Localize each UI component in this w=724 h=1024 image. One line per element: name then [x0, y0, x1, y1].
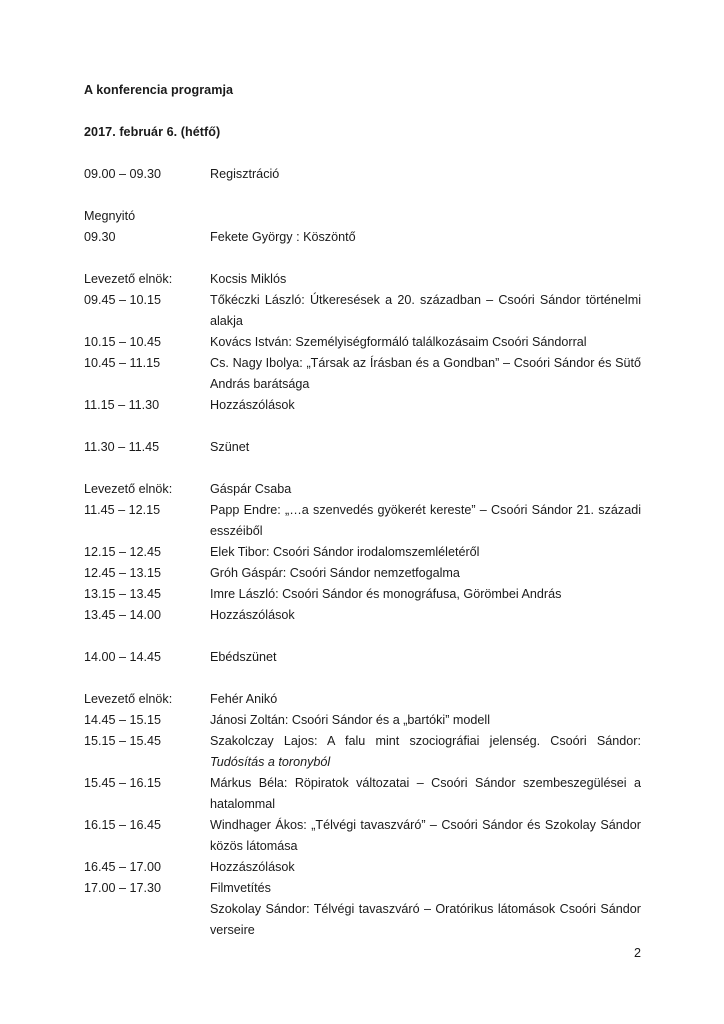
chair-row	[84, 479, 641, 500]
schedule-row	[84, 584, 641, 605]
schedule-row	[84, 647, 641, 668]
schedule-description: Hozzászólások	[210, 608, 295, 622]
schedule-row	[84, 857, 641, 878]
chair-row	[84, 269, 641, 290]
schedule-row	[84, 290, 641, 332]
schedule-row	[84, 605, 641, 626]
schedule-row	[84, 710, 641, 731]
schedule-time: 09.45 – 10.15	[84, 293, 162, 307]
schedule-time: 09.30	[84, 230, 116, 244]
schedule-description-text: Szakolczay Lajos: A falu mint szociográfiai jelenség. Csoóri Sándor:	[210, 734, 641, 748]
schedule-row	[84, 731, 641, 773]
spacer	[84, 416, 641, 437]
schedule-description-work-title: Tudósítás a toronyból	[210, 755, 331, 769]
schedule-time: 10.15 – 10.45	[84, 335, 162, 349]
schedule-time: 10.45 – 11.15	[84, 356, 161, 370]
document-body	[84, 80, 641, 941]
schedule-description: Elek Tibor: Csoóri Sándor irodalomszemléletéről	[210, 545, 480, 559]
schedule-description: Hozzászólások	[210, 860, 295, 874]
chair-name: Fehér Anikó	[210, 692, 278, 706]
schedule-time: 15.45 – 16.15	[84, 776, 162, 790]
section-label-opening: Megnyitó	[84, 209, 136, 223]
schedule-description: Cs. Nagy Ibolya: „Társak az Írásban és a Gondban” – Csoóri Sándor és Sütő András barátsága	[210, 356, 641, 391]
spacer	[84, 185, 641, 206]
schedule-row	[84, 164, 641, 185]
schedule-time: 09.00 – 09.30	[84, 167, 162, 181]
page-title: A konferencia programja	[84, 83, 234, 97]
schedule-row	[84, 815, 641, 857]
chair-name: Kocsis Miklós	[210, 272, 287, 286]
schedule-time: 15.15 – 15.45	[84, 734, 162, 748]
schedule-row	[84, 563, 641, 584]
schedule-row	[84, 395, 641, 416]
schedule-description: Tőkéczki László: Útkeresések a 20. században – Csoóri Sándor történelmi alakja	[210, 293, 641, 328]
schedule-description: Szokolay Sándor: Télvégi tavaszváró – Oratórikus látomások Csoóri Sándor verseire	[210, 902, 641, 937]
schedule-row	[84, 773, 641, 815]
schedule-time: 13.45 – 14.00	[84, 608, 162, 622]
page-number: 2	[633, 946, 641, 960]
chair-name: Gáspár Csaba	[210, 482, 292, 496]
spacer	[84, 458, 641, 479]
schedule-description: Ebédszünet	[210, 650, 277, 664]
schedule-description: Jánosi Zoltán: Csoóri Sándor és a „bartóki” modell	[210, 713, 490, 727]
schedule-row	[84, 878, 641, 899]
spacer	[84, 668, 641, 689]
spacer	[84, 626, 641, 647]
schedule-time: 11.45 – 12.15	[84, 503, 161, 517]
schedule-row	[84, 899, 641, 941]
schedule-time: 12.45 – 13.15	[84, 566, 162, 580]
schedule-description: Szünet	[210, 440, 250, 454]
schedule-row	[84, 227, 641, 248]
schedule-time: 11.30 – 11.45	[84, 440, 160, 454]
schedule-row	[84, 542, 641, 563]
schedule-time: 16.15 – 16.45	[84, 818, 162, 832]
date-heading: 2017. február 6. (hétfő)	[84, 125, 221, 139]
schedule-description: Fekete György : Köszöntő	[210, 230, 356, 244]
schedule-description: Windhager Ákos: „Télvégi tavaszváró” – Csoóri Sándor és Szokolay Sándor közös látomása	[210, 818, 641, 853]
schedule-description: Filmvetítés	[210, 881, 271, 895]
schedule-time: 14.00 – 14.45	[84, 650, 162, 664]
schedule-description: Regisztráció	[210, 167, 280, 181]
spacer	[84, 101, 641, 122]
schedule-description: Papp Endre: „…a szenvedés gyökerét kereste” – Csoóri Sándor 21. századi esszéiből	[210, 503, 641, 538]
chair-label: Levezető elnök:	[84, 482, 173, 496]
chair-label: Levezető elnök:	[84, 692, 173, 706]
schedule-time: 11.15 – 11.30	[84, 398, 160, 412]
schedule-row	[84, 437, 641, 458]
schedule-time: 16.45 – 17.00	[84, 860, 162, 874]
schedule-time: 17.00 – 17.30	[84, 881, 162, 895]
schedule-row	[84, 353, 641, 395]
schedule-time: 14.45 – 15.15	[84, 713, 162, 727]
schedule-description: Gróh Gáspár: Csoóri Sándor nemzetfogalma	[210, 566, 460, 580]
spacer	[84, 248, 641, 269]
chair-row	[84, 689, 641, 710]
schedule-description	[210, 731, 641, 773]
section-label-row	[84, 206, 641, 227]
schedule-description: Kovács István: Személyiségformáló találkozásaim Csoóri Sándorral	[210, 335, 587, 349]
schedule-row	[84, 500, 641, 542]
schedule-description: Hozzászólások	[210, 398, 295, 412]
schedule-description: Imre László: Csoóri Sándor és monográfusa, Görömbei András	[210, 587, 562, 601]
schedule-time: 12.15 – 12.45	[84, 545, 162, 559]
schedule-time: 13.15 – 13.45	[84, 587, 162, 601]
spacer	[84, 143, 641, 164]
chair-label: Levezető elnök:	[84, 272, 173, 286]
schedule-row	[84, 332, 641, 353]
schedule-description: Márkus Béla: Röpiratok változatai – Csoóri Sándor szembeszegülései a hatalommal	[210, 776, 641, 811]
